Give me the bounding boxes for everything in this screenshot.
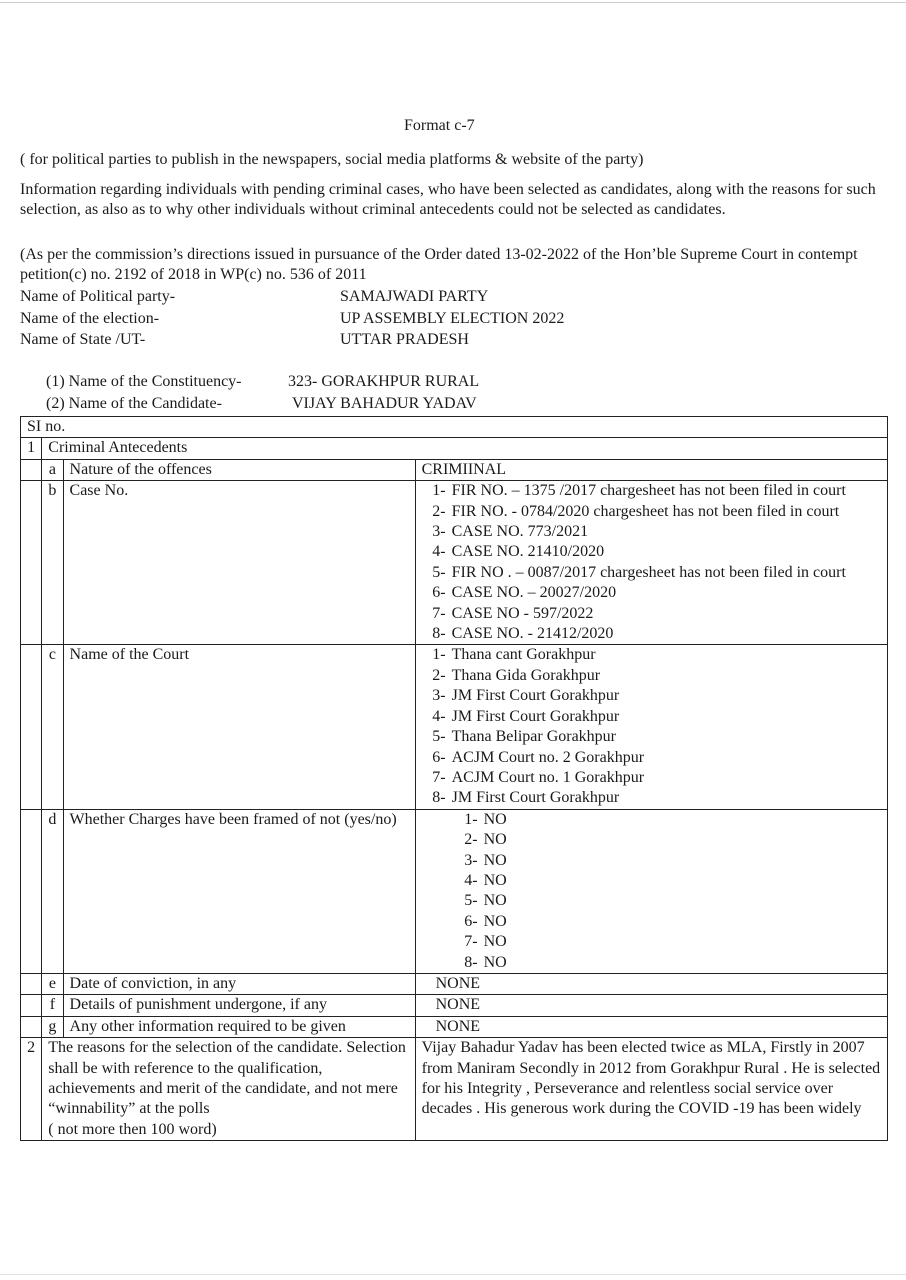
- list-item-text: Thana cant Gorakhpur: [451, 646, 596, 664]
- list-item-text: NO: [483, 810, 507, 828]
- list-item-number: 2-: [432, 502, 446, 520]
- row-c: [21, 645, 888, 809]
- list-item-number: 7-: [464, 933, 478, 951]
- row-a-value: CRIMIINAL: [415, 459, 887, 480]
- row-e: [21, 973, 888, 994]
- list-item-number: 5-: [464, 892, 478, 910]
- row-d: [21, 809, 888, 973]
- list-item: [432, 583, 881, 603]
- constituency-value: 323- GORAKHPUR RURAL: [288, 373, 480, 390]
- candidate-value: VIJAY BAHADUR YADAV: [292, 395, 477, 412]
- list-item-text: NO: [483, 871, 507, 889]
- list-item: [432, 604, 881, 624]
- row-f-value: NONE: [415, 995, 887, 1016]
- row-a: [21, 459, 888, 480]
- case-number-list: [422, 481, 881, 644]
- list-item-number: 3-: [464, 851, 478, 869]
- row-a-label: Nature of the offences: [63, 459, 415, 480]
- list-item-number: 4-: [464, 871, 478, 889]
- directions-paragraph: (As per the commission’s directions issued in pursuance of the Order dated 13-02-2022 of the Hon’ble Supreme Court in contempt petition(c) no. 2192 of 2018 in WP(c) no. 536 of 2011: [20, 246, 858, 283]
- section-2-row: [21, 1038, 888, 1141]
- list-item-text: CASE NO. – 20027/2020: [451, 584, 617, 602]
- list-item-text: NO: [483, 933, 507, 951]
- section-2-number: 2: [21, 1038, 42, 1141]
- state-value: UTTAR PRADESH: [340, 331, 469, 348]
- list-item-number: 2-: [432, 666, 446, 684]
- list-item-text: FIR NO. - 0784/2020 chargesheet has not been filed in court: [451, 502, 840, 520]
- list-item: [432, 707, 881, 727]
- row-d-value: [415, 809, 887, 973]
- list-item-text: CASE NO. - 21412/2020: [451, 625, 614, 643]
- table-header-row: [21, 417, 888, 438]
- list-item-text: NO: [483, 831, 507, 849]
- list-item: [432, 686, 881, 706]
- list-item-number: 4-: [432, 707, 446, 725]
- list-item-text: JM First Court Gorakhpur: [451, 789, 620, 807]
- list-item: [432, 645, 881, 665]
- top-border-line: [0, 2, 906, 3]
- list-item-number: 8-: [432, 625, 446, 643]
- list-item-number: 3-: [432, 687, 446, 705]
- list-item-number: 3-: [432, 523, 446, 541]
- row-g-key: g: [42, 1016, 63, 1037]
- list-item-text: ACJM Court no. 2 Gorakhpur: [451, 748, 645, 766]
- list-item-number: 1-: [464, 810, 478, 828]
- row-c-key: c: [42, 645, 63, 809]
- list-item-number: 7-: [432, 768, 446, 786]
- list-item-number: 7-: [432, 604, 446, 622]
- election-label: Name of the election-: [20, 310, 160, 327]
- selection-reason-label: The reasons for the selection of the candidate. Selection shall be with reference to the qualification, achievements and merit of the candidate, and not mere “winnability” at the polls: [48, 1039, 406, 1118]
- list-item-number: 4-: [432, 543, 446, 561]
- list-item: [432, 788, 881, 808]
- list-item: [464, 871, 881, 891]
- list-item-number: 5-: [432, 728, 446, 746]
- list-item-text: ACJM Court no. 1 Gorakhpur: [451, 768, 645, 786]
- constituency-label: (1) Name of the Constituency-: [46, 373, 242, 390]
- list-item: [464, 891, 881, 911]
- list-item-number: 1-: [432, 646, 446, 664]
- section-1-row: [21, 438, 888, 459]
- list-item-text: JM First Court Gorakhpur: [451, 707, 620, 725]
- section-2-label: [42, 1038, 415, 1141]
- row-g-value: NONE: [415, 1016, 887, 1037]
- state-label: Name of State /UT-: [20, 331, 146, 348]
- row-e-value: NONE: [415, 973, 887, 994]
- list-item: [464, 953, 881, 973]
- list-item: [464, 932, 881, 952]
- list-item-number: 8-: [432, 789, 446, 807]
- row-b-label: Case No.: [63, 481, 415, 645]
- section-1-number: 1: [21, 438, 42, 459]
- row-e-key: e: [42, 973, 63, 994]
- list-item: [464, 830, 881, 850]
- list-item: [432, 748, 881, 768]
- sl-no-header: SI no.: [21, 417, 888, 438]
- row-d-label: Whether Charges have been framed of not (yes/no): [63, 809, 415, 973]
- list-item-text: CASE NO. 21410/2020: [451, 543, 605, 561]
- list-item-text: CASE NO. 773/2021: [451, 523, 589, 541]
- row-d-key: d: [42, 809, 63, 973]
- list-item-text: NO: [483, 892, 507, 910]
- list-item: [464, 912, 881, 932]
- list-item: [432, 666, 881, 686]
- party-value: SAMAJWADI PARTY: [340, 288, 489, 305]
- section-2-value: Vijay Bahadur Yadav has been elected twice as MLA, Firstly in 2007 from Maniram Secondly in 2012 from Gorakhpur Rural . He is selected for his Integrity , Perseverance and relentless social service over decades . His generous work during the COVID -19 has been widely: [415, 1038, 887, 1141]
- list-item: [432, 481, 881, 501]
- row-a-key: a: [42, 459, 63, 480]
- list-item-number: 1-: [432, 482, 446, 500]
- list-item-number: 8-: [464, 953, 478, 971]
- list-item-text: FIR NO . – 0087/2017 chargesheet has not been filed in court: [451, 563, 846, 581]
- list-item: [432, 542, 881, 562]
- list-item: [432, 563, 881, 583]
- list-item: [464, 810, 881, 830]
- list-item-number: 6-: [432, 748, 446, 766]
- list-item: [432, 624, 881, 644]
- bottom-border-line: [0, 1274, 906, 1275]
- row-g-label: Any other information required to be given: [63, 1016, 415, 1037]
- row-b-value: [415, 481, 887, 645]
- row-b: [21, 481, 888, 645]
- format-subtitle: ( for political parties to publish in the newspapers, social media platforms & website of the party): [20, 151, 644, 168]
- list-item: [432, 502, 881, 522]
- list-item: [432, 727, 881, 747]
- row-c-label: Name of the Court: [63, 645, 415, 809]
- word-limit-note: ( not more then 100 word): [48, 1120, 217, 1138]
- row-c-value: [415, 645, 887, 809]
- row-f: [21, 995, 888, 1016]
- list-item: [432, 522, 881, 542]
- list-item-text: JM First Court Gorakhpur: [451, 687, 620, 705]
- election-value: UP ASSEMBLY ELECTION 2022: [340, 310, 565, 327]
- list-item-number: 2-: [464, 831, 478, 849]
- list-item: [464, 851, 881, 871]
- charges-framed-list: [422, 810, 881, 973]
- list-item-number: 6-: [432, 584, 446, 602]
- row-e-label: Date of conviction, in any: [63, 973, 415, 994]
- list-item-text: NO: [483, 953, 507, 971]
- row-f-key: f: [42, 995, 63, 1016]
- section-1-title: Criminal Antecedents: [42, 438, 888, 459]
- format-title: Format c-7: [404, 117, 475, 134]
- list-item-number: 5-: [432, 563, 446, 581]
- candidate-label: (2) Name of the Candidate-: [46, 395, 222, 412]
- list-item: [432, 768, 881, 788]
- list-item-text: Thana Belipar Gorakhpur: [451, 728, 617, 746]
- list-item-text: FIR NO. – 1375 /2017 chargesheet has not been filed in court: [451, 482, 846, 500]
- row-f-label: Details of punishment undergone, if any: [63, 995, 415, 1016]
- party-label: Name of Political party-: [20, 288, 176, 305]
- list-item-number: 6-: [464, 912, 478, 930]
- list-item-text: CASE NO - 597/2022: [451, 604, 594, 622]
- criminal-antecedents-table: [20, 416, 888, 1141]
- court-name-list: [422, 645, 881, 808]
- intro-paragraph: Information regarding individuals with pending criminal cases, who have been selected as candidates, along with the reasons for such selection, as also as to why other individuals without criminal antecedents could not be selected as candidates.: [20, 181, 876, 218]
- list-item-text: NO: [483, 851, 507, 869]
- row-g: [21, 1016, 888, 1037]
- row-b-key: b: [42, 481, 63, 645]
- list-item-text: NO: [483, 912, 507, 930]
- list-item-text: Thana Gida Gorakhpur: [451, 666, 601, 684]
